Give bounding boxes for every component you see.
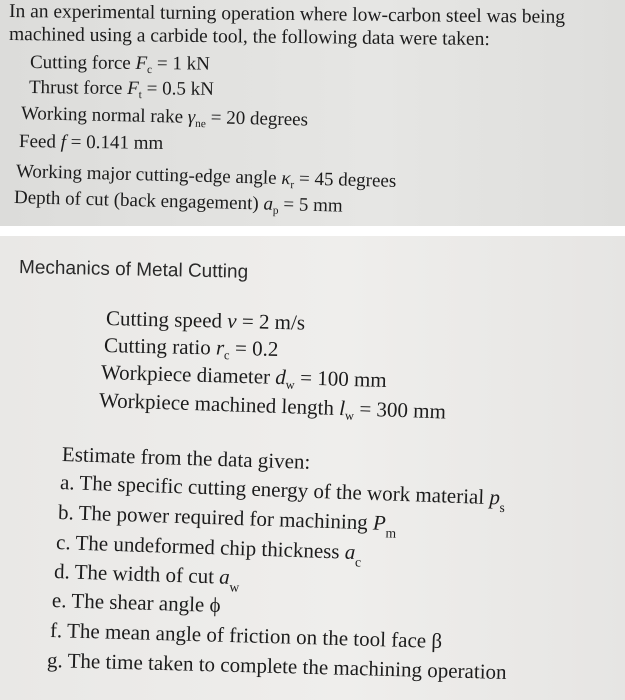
question-c: c. The undeformed chip thickness $a_c$ xyxy=(55,530,362,570)
question-e: e. The shear angle ϕ xyxy=(51,588,221,617)
problem-bottom-panel xyxy=(0,236,625,700)
question-f: f. The mean angle of friction on the tool face β xyxy=(49,618,443,653)
depth-of-cut-line: Depth of cut (back engagement) $a_p = 5$ mm xyxy=(13,187,343,217)
workpiece-diameter-line: Workpiece diameter $d_w = 100$ mm xyxy=(100,360,388,392)
estimate-intro: Estimate from the data given: xyxy=(61,442,311,474)
cutting-ratio-line: Cutting ratio $r_c = 0.2$ xyxy=(103,333,279,363)
question-b: b. The power required for machining $P_m$ xyxy=(57,500,397,541)
cutting-force-line: Cutting force $F_c = 1$ kN xyxy=(29,52,210,77)
question-d: d. The width of cut $a_w$ xyxy=(53,559,240,595)
intro-line-1: In an experimental turning operation where low-carbon steel was being xyxy=(8,1,566,28)
panel-divider xyxy=(0,226,625,236)
machined-length-line: Workpiece machined length $l_w = 300$ mm xyxy=(98,388,447,424)
question-a: a. The specific cutting energy of the work material $p_s$ xyxy=(59,470,506,516)
intro-line-2: machined using a carbide tool, the following data were taken: xyxy=(8,24,490,51)
thrust-force-line: Thrust force $F_t = 0.5$ kN xyxy=(28,77,214,102)
cutting-speed-line: Cutting speed v = 2 m/s xyxy=(105,306,306,335)
section-header: Mechanics of Metal Cutting xyxy=(18,257,249,283)
cutting-edge-angle-line: Working major cutting-edge angle $\kappa_r = 45$ degrees xyxy=(15,161,397,192)
problem-top-panel xyxy=(0,0,625,226)
feed-line: Feed f = 0.141 mm xyxy=(18,131,164,155)
question-g: g. The time taken to complete the machining operation xyxy=(46,648,507,685)
normal-rake-line: Working normal rake $\gamma_{ne} = 20$ degrees xyxy=(20,103,309,131)
